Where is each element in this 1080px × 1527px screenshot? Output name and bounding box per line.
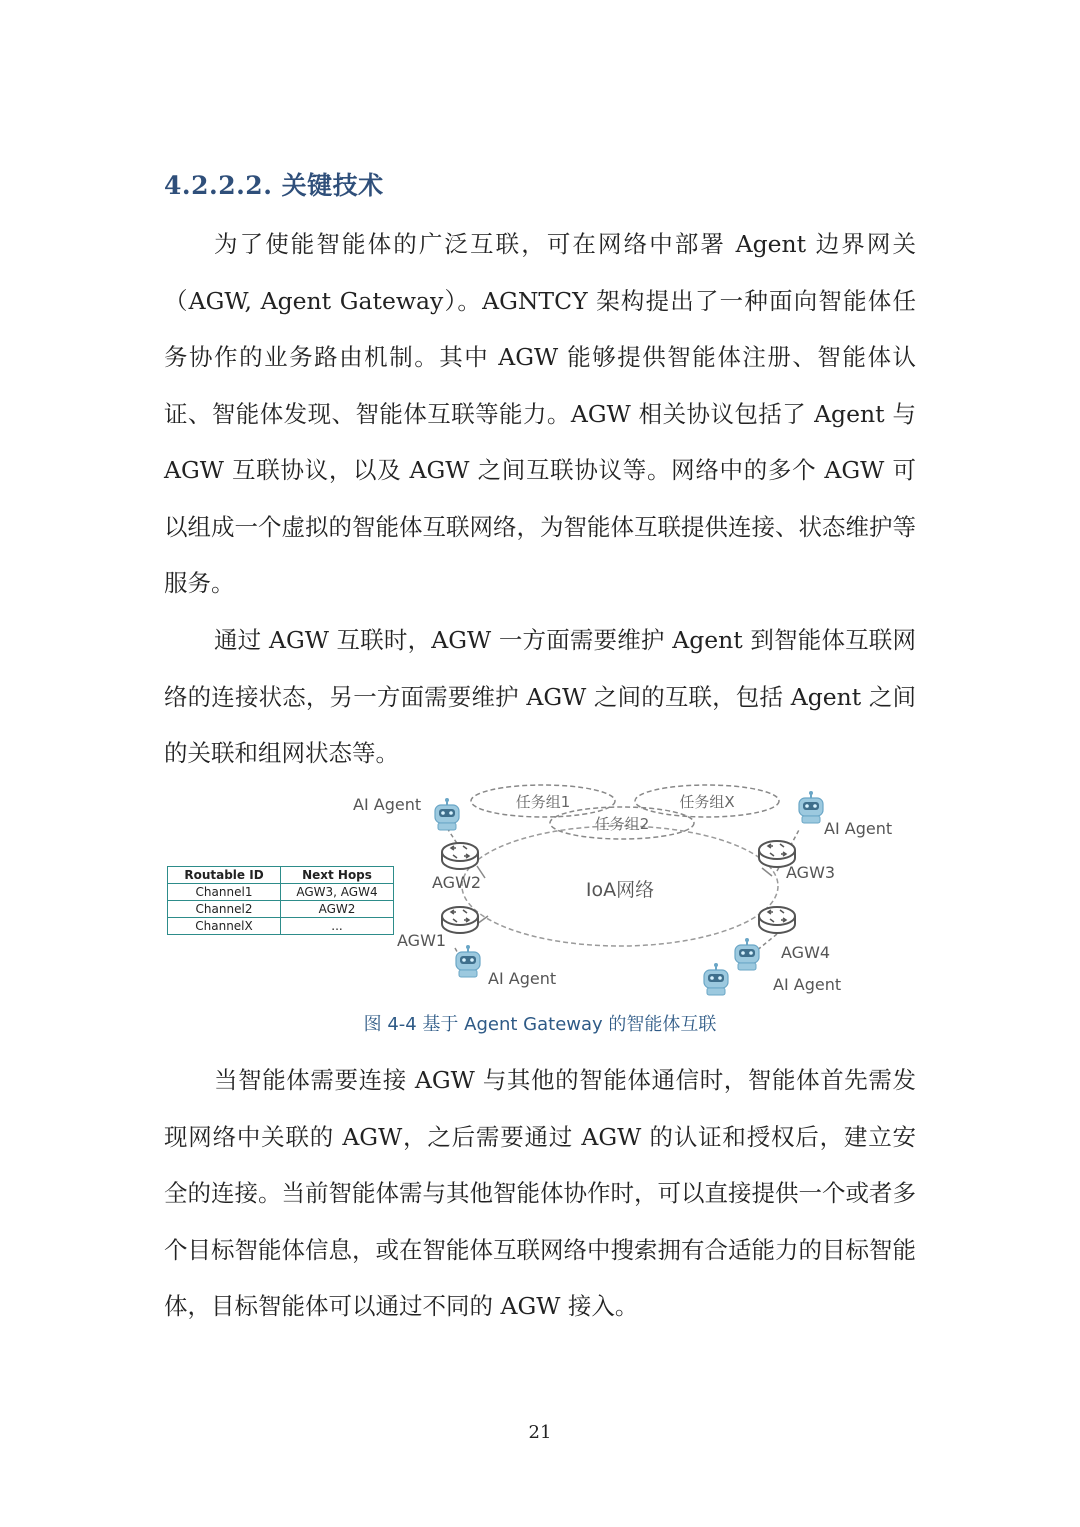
- table-cell: AGW3, AGW4: [281, 884, 394, 901]
- table-row: [168, 918, 394, 935]
- agw2-label: AGW2: [432, 873, 482, 892]
- agent-label-bottom-left: AI Agent: [488, 969, 557, 988]
- page-number: 21: [528, 1422, 552, 1443]
- agw3-label: AGW3: [786, 863, 836, 882]
- section-heading: [164, 166, 384, 202]
- figure-caption: 图 4-4 基于 Agent Gateway 的智能体互联: [363, 1014, 717, 1035]
- agw4-router-icon: [759, 907, 795, 933]
- agent-label-bottom-right: AI Agent: [773, 975, 842, 994]
- task-group-1-label: 任务组1: [515, 793, 571, 811]
- agw1-router-icon: [442, 907, 478, 933]
- paragraph-3: 当智能体需要连接 AGW 与其他的智能体通信时，智能体首先需发现网络中关联的 AGW，之后需要通过 AGW 的认证和授权后，建立安全的连接。当前智能体需与其他智能体协作时，可以直接提供一个或者多个目标智能体信息，或在智能体互联网络中搜索拥有合适能力的目标智能体，目标智能体可以通过不同的 AGW 接入。: [164, 1066, 916, 1320]
- table-cell: ChannelX: [168, 918, 281, 935]
- robot-icon: [735, 938, 759, 970]
- table-cell: AGW2: [281, 901, 394, 918]
- table-header: Next Hops: [281, 867, 394, 884]
- robot-icon: [799, 791, 823, 823]
- agw4-label: AGW4: [781, 943, 831, 962]
- agw2-router-icon: [442, 843, 478, 869]
- table-cell: ...: [281, 918, 394, 935]
- table-header: Routable ID: [168, 867, 281, 884]
- paragraph-2: 通过 AGW 互联时，AGW 一方面需要维护 Agent 到智能体互联网络的连接状态，另一方面需要维护 AGW 之间的互联，包括 Agent 之间的关联和组网状态等。: [164, 626, 916, 767]
- paragraph-1: 为了使能智能体的广泛互联，可在网络中部署 Agent 边界网关（AGW, Agent Gateway）。AGNTCY 架构提出了一种面向智能体任务协作的业务路由机制。其中 AGW 能够提供智能体注册、智能体认证、智能体发现、智能体互联等能力。AGW 相关协议包括了 Agent 与 AGW 互联协议，以及 AGW 之间互联协议等。网络中的多个 AGW 可以组成一个虚拟的智能体互联网络，为智能体互联提供连接、状态维护等服务。: [164, 230, 916, 597]
- table-header-row: [168, 867, 394, 884]
- table-row: [168, 901, 394, 918]
- network-label: IoA网络: [585, 879, 655, 901]
- table-row: [168, 884, 394, 901]
- section-number: 4.2.2.2.: [164, 171, 273, 200]
- task-group-2-label: 任务组2: [594, 815, 650, 833]
- robot-icon: [704, 963, 728, 995]
- robot-icon: [456, 945, 480, 977]
- routing-table: [167, 866, 394, 935]
- agent-label-top-left: AI Agent: [353, 795, 422, 814]
- table-cell: Channel1: [168, 884, 281, 901]
- table-cell: Channel2: [168, 901, 281, 918]
- task-group-x-label: 任务组X: [679, 793, 735, 811]
- agw1-label: AGW1: [397, 931, 447, 950]
- robot-icon: [435, 798, 459, 830]
- section-title: 关键技术: [281, 171, 384, 200]
- agent-label-top-right: AI Agent: [824, 819, 893, 838]
